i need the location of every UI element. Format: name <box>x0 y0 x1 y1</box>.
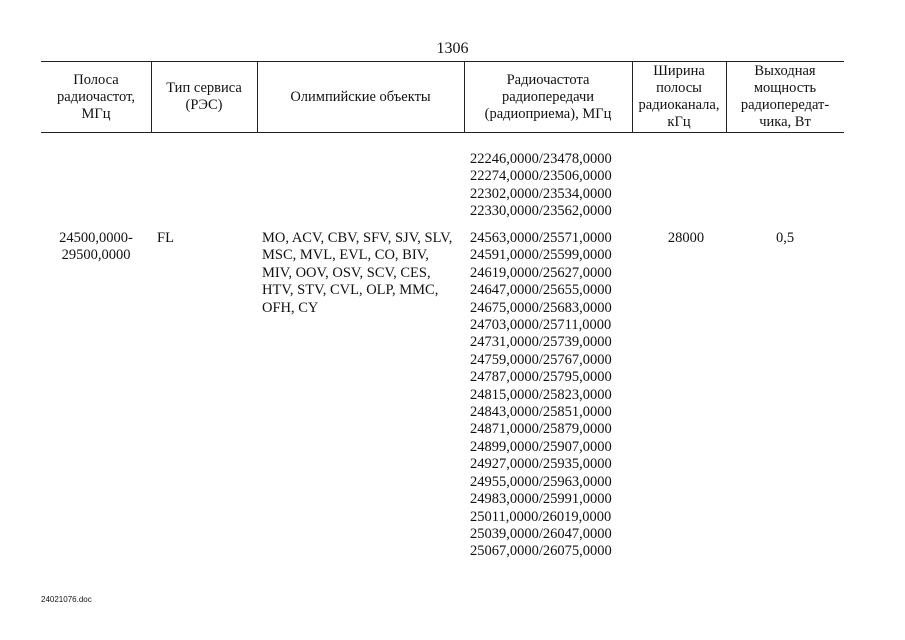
frequency-pair: 24871,0000/25879,0000 <box>470 421 612 438</box>
header-service-type: Тип сервиса (РЭС) <box>166 80 242 113</box>
frequency-pair: 25011,0000/26019,0000 <box>470 508 612 525</box>
header-bottom-rule <box>41 132 844 133</box>
header-channel-width: Ширина полосы радиоканала, кГц <box>638 63 720 130</box>
frequency-pair: 24675,0000/25683,0000 <box>470 299 612 316</box>
document-filename: 24021076.doc <box>41 595 92 604</box>
frequency-pair: 24647,0000/25655,0000 <box>470 282 612 299</box>
frequency-pair: 25039,0000/26047,0000 <box>470 525 612 542</box>
frequency-pair: 24787,0000/25795,0000 <box>470 369 612 386</box>
frequency-pair: 22246,0000/23478,0000 <box>470 151 612 167</box>
cell-olympic-objects: MO, ACV, CBV, SFV, SJV, SLV, MSC, MVL, EVL, CO, BIV, MIV, OOV, OSV, SCV, CES, HTV, STV, CVL, OLP, MMC, OFH, CY <box>262 230 453 316</box>
cell-channel-width: 28000 <box>667 230 705 246</box>
header-olympic-objects: Олимпийские объекты <box>290 88 431 105</box>
page-number: 1306 <box>436 40 469 57</box>
header-band: Полоса радиочастот, МГц <box>57 71 135 122</box>
frequency-pair: 24899,0000/25907,0000 <box>470 438 612 455</box>
cell-service-type: FL <box>157 230 174 246</box>
frequency-pair: 22330,0000/23562,0000 <box>470 203 612 220</box>
header-output-power: Выходная мощность радиопередат- чика, Вт <box>740 63 830 130</box>
cell-band: 24500,0000- 29500,0000 <box>59 230 133 264</box>
header-radio-frequency: Радиочастота радиопередачи (радиоприема), МГц <box>484 71 612 122</box>
frequency-pair: 24563,0000/25571,0000 <box>470 230 612 246</box>
frequency-pair: 22302,0000/23534,0000 <box>470 185 612 202</box>
frequency-pair: 24983,0000/25991,0000 <box>470 491 612 508</box>
frequency-pair: 24703,0000/25711,0000 <box>470 317 612 334</box>
frequency-pair: 24731,0000/25739,0000 <box>470 334 612 351</box>
continued-frequency-list <box>470 151 612 221</box>
frequency-pair: 24759,0000/25767,0000 <box>470 351 612 368</box>
frequency-pair: 24591,0000/25599,0000 <box>470 247 612 264</box>
frequency-pair: 24815,0000/25823,0000 <box>470 386 612 403</box>
frequency-pair: 22274,0000/23506,0000 <box>470 168 612 185</box>
cell-output-power: 0,5 <box>775 230 795 246</box>
frequency-pair: 24955,0000/25963,0000 <box>470 473 612 490</box>
frequency-list <box>470 230 612 561</box>
frequency-pair: 25067,0000/26075,0000 <box>470 543 612 560</box>
frequency-pair: 24927,0000/25935,0000 <box>470 456 612 473</box>
frequency-pair: 24843,0000/25851,0000 <box>470 404 612 421</box>
frequency-pair: 24619,0000/25627,0000 <box>470 264 612 281</box>
